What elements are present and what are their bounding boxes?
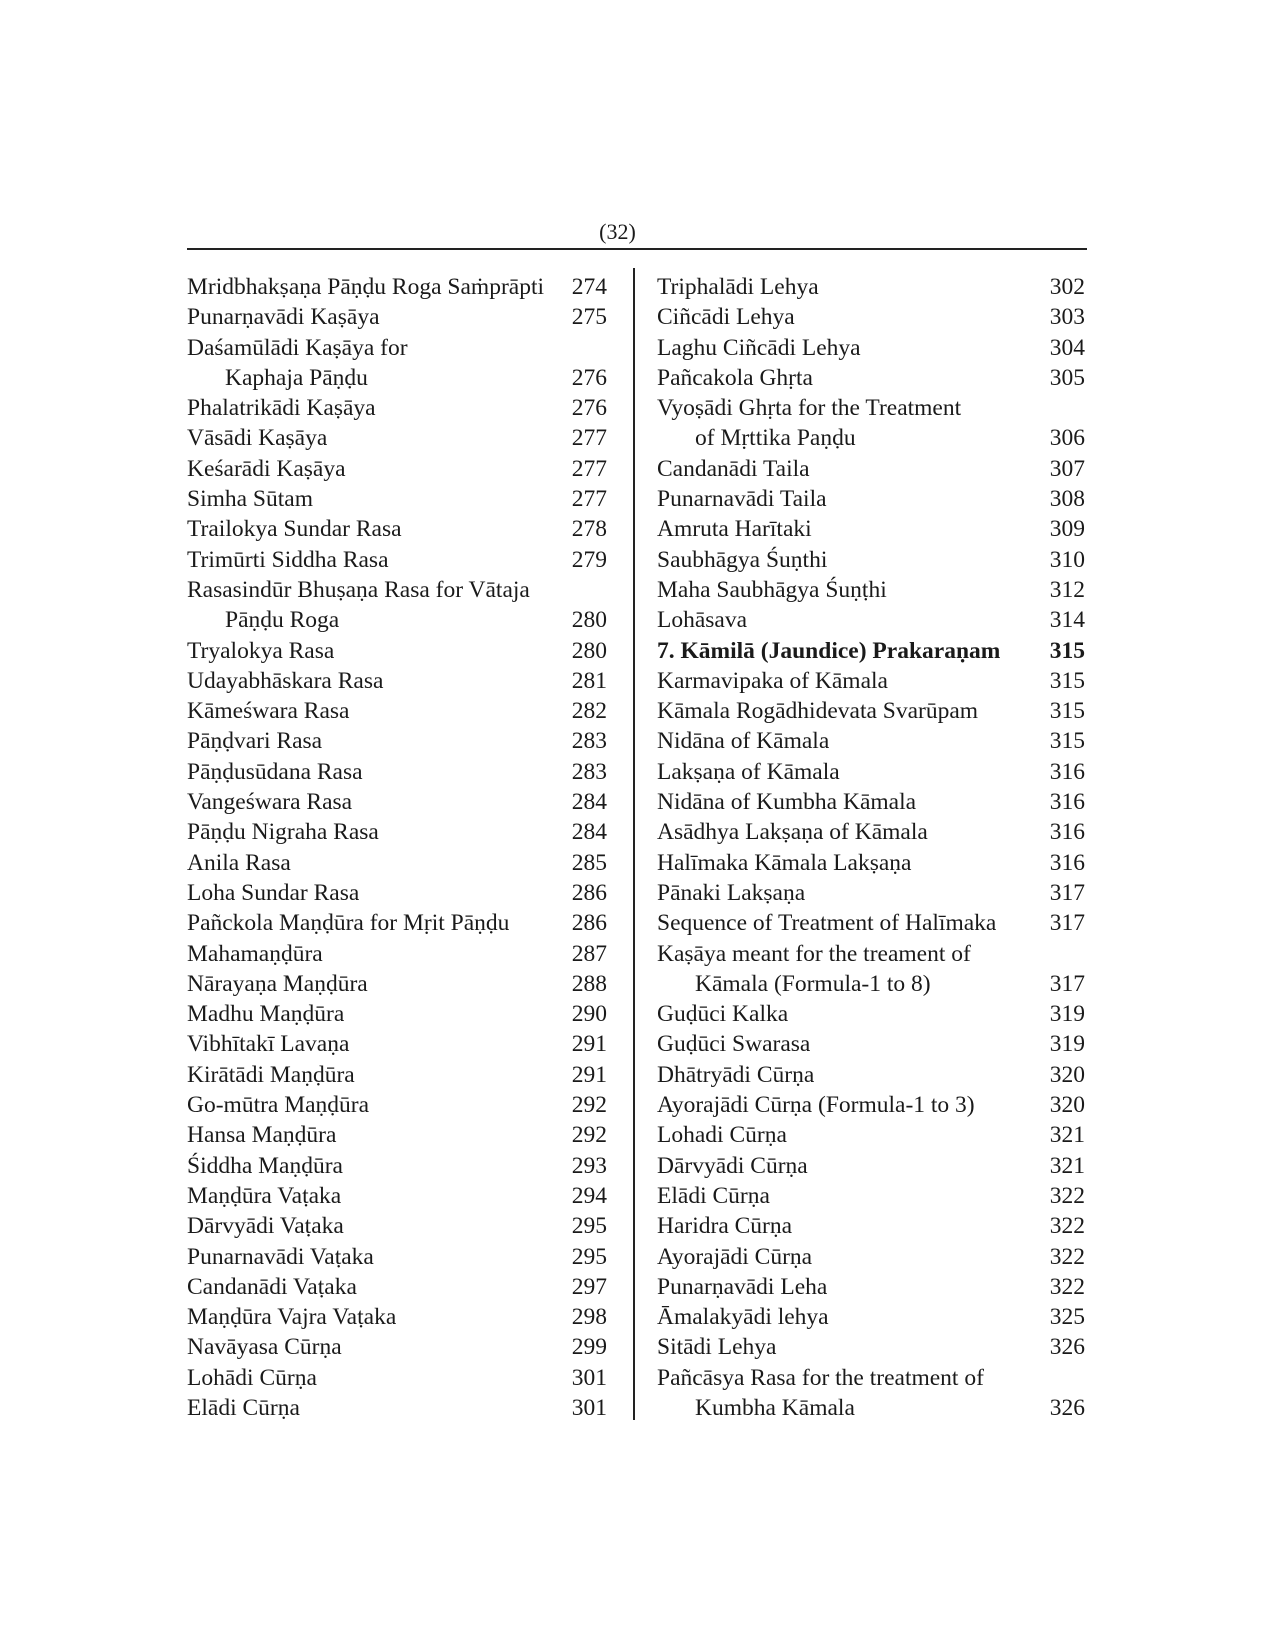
toc-entry (657, 272, 1085, 302)
toc-entry (657, 393, 1085, 423)
toc-entry (657, 1060, 1085, 1090)
toc-entry-title: Navāyasa Cūrṇa (187, 1334, 342, 1361)
toc-entry (187, 333, 607, 363)
toc-entry-page: 274 (571, 274, 607, 300)
page-number: (32) (599, 219, 636, 244)
toc-entry (187, 1181, 607, 1211)
toc-entry (657, 1120, 1085, 1150)
toc-entry-page: 283 (571, 728, 607, 755)
toc-entry-title: Kāmala Rogādhidevata Svarūpam (657, 698, 979, 725)
toc-entry-title: Ayorajādi Cūrṇa (657, 1243, 813, 1270)
toc-entry-title: Āmalakyādi lehya (657, 1304, 829, 1331)
toc-entry-title: Lohāsava (657, 607, 748, 634)
toc-entry (187, 545, 607, 575)
toc-entry (657, 1029, 1085, 1059)
toc-entry (657, 575, 1085, 605)
toc-entry-title: Candanādi Vaṭaka (187, 1273, 357, 1300)
toc-entry-title: Amruta Harītaki (657, 516, 812, 543)
toc-entry-title: Keśarādi Kaṣāya (187, 455, 346, 482)
toc-entry-title: Pañcakola Ghṛta (657, 364, 813, 391)
toc-entry (187, 454, 607, 484)
toc-entry (187, 1272, 607, 1302)
toc-entry-title: Kāmala (Formula-1 to 8) (695, 970, 931, 997)
toc-entry-page: 322 (1049, 1213, 1085, 1240)
toc-entry (657, 1242, 1085, 1272)
toc-entry-page: 292 (571, 1092, 607, 1119)
toc-entry (187, 272, 607, 302)
toc-entry-page: 326 (1049, 1394, 1085, 1421)
toc-entry (657, 848, 1085, 878)
toc-entry-title: Madhu Maṇḍūra (187, 1001, 345, 1028)
toc-entry-page: 316 (1049, 819, 1085, 846)
toc-entry-title: Punarnavādi Taila (657, 486, 827, 513)
toc-entry (657, 1272, 1085, 1302)
toc-entry-page: 277 (571, 455, 607, 482)
toc-entry-page: 317 (1049, 879, 1085, 906)
toc-entry-title: Karmavipaka of Kāmala (657, 667, 888, 694)
toc-entry-title: Ayorajādi Cūrṇa (Formula-1 to 3) (657, 1092, 975, 1119)
toc-entry-page: 320 (1049, 1061, 1085, 1088)
toc-entry (657, 1302, 1085, 1332)
toc-entry-title: Ciñcādi Lehya (657, 304, 795, 331)
toc-entry-title: Vibhītakī Lavaṇa (187, 1031, 350, 1058)
toc-entry (187, 1242, 607, 1272)
toc-entry-page: 277 (571, 425, 607, 452)
toc-entry-page: 305 (1049, 364, 1085, 391)
toc-entry-page: 282 (571, 698, 607, 725)
toc-entry-title: Kirātādi Maṇḍūra (187, 1061, 355, 1088)
toc-entry-title: Lohādi Cūrṇa (187, 1364, 317, 1391)
toc-entry-page: 278 (571, 516, 607, 543)
toc-entry (657, 666, 1085, 696)
toc-entry-title: Loha Sundar Rasa (187, 879, 360, 906)
toc-entry-title: Trailokya Sundar Rasa (187, 516, 402, 543)
toc-entry (657, 454, 1085, 484)
toc-entry (657, 333, 1085, 363)
toc-entry (187, 908, 607, 938)
toc-entry-page: 301 (571, 1394, 607, 1421)
toc-entry-page: 286 (571, 910, 607, 937)
toc-entry-page: 294 (571, 1182, 607, 1209)
toc-entry (187, 484, 607, 514)
toc-entry-page: 322 (1049, 1182, 1085, 1209)
toc-entry-page: 304 (1049, 334, 1085, 361)
toc-entry-title: Pāṇḍusūdana Rasa (187, 758, 363, 785)
toc-entry-page: 279 (571, 546, 607, 573)
header-rule (187, 248, 1087, 250)
toc-entry-page: 302 (1049, 274, 1085, 300)
toc-entry (657, 1363, 1085, 1393)
toc-entry-page: 321 (1049, 1152, 1085, 1179)
toc-entry-title: Lakṣaṇa of Kāmala (657, 758, 840, 785)
toc-entry-page: 315 (1049, 698, 1085, 725)
toc-entry (187, 363, 607, 393)
toc-entry (657, 787, 1085, 817)
toc-entry (657, 514, 1085, 544)
toc-entry-page: 299 (571, 1334, 607, 1361)
toc-entry (187, 514, 607, 544)
toc-entry (657, 423, 1085, 453)
toc-entry-title: Candanādi Taila (657, 455, 810, 482)
toc-entry-title: Elādi Cūrṇa (187, 1394, 300, 1421)
toc-entry-title: Pāṇḍvari Rasa (187, 728, 323, 755)
toc-entry (187, 1151, 607, 1181)
toc-entry (657, 1211, 1085, 1241)
toc-entry (187, 423, 607, 453)
toc-entry-title: Dhātryādi Cūrṇa (657, 1061, 815, 1088)
toc-entry-title: Sequence of Treatment of Halīmaka (657, 910, 997, 937)
toc-entry-title: Mahamaṇḍūra (187, 940, 323, 967)
toc-entry (187, 1029, 607, 1059)
toc-entry-title: Simha Sūtam (187, 486, 313, 513)
toc-entry (657, 817, 1085, 847)
toc-entry-page: 307 (1049, 455, 1085, 482)
toc-entry-title: Pānaki Lakṣaṇa (657, 879, 806, 906)
toc-entry (187, 1363, 607, 1393)
toc-entry-title: of Mṛttika Paṇḍu (695, 425, 856, 452)
toc-entry-page: 314 (1049, 607, 1085, 634)
toc-entry (187, 575, 607, 605)
toc-entry-page: 301 (571, 1364, 607, 1391)
toc-entry (657, 1181, 1085, 1211)
toc-entry-title: Maṇḍūra Vajra Vaṭaka (187, 1304, 397, 1331)
toc-entry (657, 726, 1085, 756)
toc-entry-page: 287 (571, 940, 607, 967)
toc-entry (187, 666, 607, 696)
toc-entry-page: 315 (1049, 728, 1085, 755)
toc-entry (187, 1393, 607, 1423)
toc-entry (657, 302, 1085, 332)
toc-entry (657, 757, 1085, 787)
toc-entry (657, 908, 1085, 938)
toc-entry (187, 393, 607, 423)
toc-entry-title: Tryalokya Rasa (187, 637, 335, 664)
toc-entry-title: Daśamūlādi Kaṣāya for (187, 334, 408, 361)
toc-entry-title: Trimūrti Siddha Rasa (187, 546, 389, 573)
toc-entry-page: 276 (571, 364, 607, 391)
toc-entry-title: Go-mūtra Maṇḍūra (187, 1092, 370, 1119)
toc-entry-page: 292 (571, 1122, 607, 1149)
toc-entry-page: 284 (571, 789, 607, 816)
toc-entry-page: 293 (571, 1152, 607, 1179)
toc-entry-page: 295 (571, 1213, 607, 1240)
toc-entry-page: 322 (1049, 1243, 1085, 1270)
toc-entry (187, 1120, 607, 1150)
toc-entry (187, 726, 607, 756)
toc-entry (187, 817, 607, 847)
toc-entry-page: 316 (1049, 758, 1085, 785)
toc-entry-page: 284 (571, 819, 607, 846)
toc-entry-page: 285 (571, 849, 607, 876)
toc-entry-page: 277 (571, 486, 607, 513)
toc-entry-page: 315 (1049, 637, 1085, 664)
toc-entry (187, 1060, 607, 1090)
toc-entry-page: 316 (1049, 789, 1085, 816)
toc-entry-page: 312 (1049, 576, 1085, 603)
toc-entry-title: Pañckola Maṇḍūra for Mṛit Pāṇḍu (187, 910, 510, 937)
toc-entry (657, 1090, 1085, 1120)
toc-entry-page: 317 (1049, 910, 1085, 937)
toc-entry-title: Mridbhakṣaṇa Pāṇḍu Roga Saṁprāpti (187, 274, 545, 300)
toc-entry-page: 310 (1049, 546, 1085, 573)
toc-entry-page: 325 (1049, 1304, 1085, 1331)
toc-entry (187, 1211, 607, 1241)
toc-entry-title: Kāmeśwara Rasa (187, 698, 350, 725)
toc-entry-page: 321 (1049, 1122, 1085, 1149)
toc-entry-page: 317 (1049, 970, 1085, 997)
toc-entry (657, 1332, 1085, 1362)
toc-entry-title: Śiddha Maṇḍūra (187, 1152, 343, 1179)
toc-entry (657, 999, 1085, 1029)
toc-left-column (187, 272, 607, 1423)
toc-entry-title: Guḍūci Kalka (657, 1001, 789, 1028)
toc-entry-title: Pāṇḍu Nigraha Rasa (187, 819, 379, 846)
toc-entry-title: Phalatrikādi Kaṣāya (187, 395, 376, 422)
toc-entry (187, 1302, 607, 1332)
toc-entry-title: Dārvyādi Vaṭaka (187, 1213, 344, 1240)
toc-entry-title: Punarṇavādi Kaṣāya (187, 304, 380, 331)
toc-entry (187, 787, 607, 817)
toc-entry-page: 306 (1049, 425, 1085, 452)
toc-entry (657, 484, 1085, 514)
toc-entry-title: 7. Kāmilā (Jaundice) Prakaraṇam (657, 637, 1001, 664)
toc-entry (657, 939, 1085, 969)
toc-entry-title: Triphalādi Lehya (657, 274, 819, 300)
toc-entry-title: Haridra Cūrṇa (657, 1213, 793, 1240)
toc-entry-title: Elādi Cūrṇa (657, 1182, 770, 1209)
toc-entry-title: Maha Saubhāgya Śuṇṭhi (657, 576, 887, 603)
toc-entry (187, 757, 607, 787)
toc-entry-title: Nārayaṇa Maṇḍūra (187, 970, 368, 997)
column-divider (633, 268, 635, 1420)
toc-entry (657, 696, 1085, 726)
toc-entry (187, 1090, 607, 1120)
toc-entry-page: 280 (571, 637, 607, 664)
toc-entry-page: 319 (1049, 1031, 1085, 1058)
toc-entry-title: Lohadi Cūrṇa (657, 1122, 787, 1149)
toc-entry-title: Saubhāgya Śuṇthi (657, 546, 828, 573)
toc-entry-title: Kumbha Kāmala (695, 1394, 855, 1421)
toc-entry-page: 288 (571, 970, 607, 997)
toc-entry-title: Pāṇḍu Roga (225, 607, 340, 634)
toc-entry-page: 283 (571, 758, 607, 785)
toc-entry-page: 309 (1049, 516, 1085, 543)
toc-entry-title: Kaṣāya meant for the treament of (657, 940, 971, 967)
toc-entry (657, 878, 1085, 908)
toc-entry-title: Vyoṣādi Ghṛta for the Treatment (657, 395, 962, 422)
toc-entry-page: 297 (571, 1273, 607, 1300)
toc-entry (187, 878, 607, 908)
toc-entry-page: 291 (571, 1061, 607, 1088)
toc-entry-title: Kaphaja Pāṇḍu (225, 364, 368, 391)
toc-entry (187, 605, 607, 635)
toc-entry-title: Dārvyādi Cūrṇa (657, 1152, 808, 1179)
toc-entry-title: Sitādi Lehya (657, 1334, 777, 1361)
toc-entry (187, 302, 607, 332)
toc-entry (657, 545, 1085, 575)
toc-entry-page: 281 (571, 667, 607, 694)
toc-entry-page: 326 (1049, 1334, 1085, 1361)
toc-entry-title: Nidāna of Kumbha Kāmala (657, 789, 917, 816)
toc-entry-page: 319 (1049, 1001, 1085, 1028)
toc-entry (187, 969, 607, 999)
toc-entry-title: Halīmaka Kāmala Lakṣaṇa (657, 849, 912, 876)
toc-entry (657, 1151, 1085, 1181)
toc-entry-title: Pañcāsya Rasa for the treatment of (657, 1364, 984, 1391)
toc-entry-page: 280 (571, 607, 607, 634)
toc-entry (187, 939, 607, 969)
toc-entry-title: Maṇḍūra Vaṭaka (187, 1182, 342, 1209)
toc-entry-title: Rasasindūr Bhuṣaṇa Rasa for Vātaja (187, 576, 530, 603)
toc-entry (657, 969, 1085, 999)
toc-entry-title: Punarṇavādi Leha (657, 1273, 828, 1300)
toc-entry-page: 298 (571, 1304, 607, 1331)
toc-entry-page: 320 (1049, 1092, 1085, 1119)
toc-entry (657, 1393, 1085, 1423)
toc-entry-page: 286 (571, 879, 607, 906)
toc-entry-page: 275 (571, 304, 607, 331)
toc-entry-page: 295 (571, 1243, 607, 1270)
toc-entry (187, 848, 607, 878)
toc-entry-title: Hansa Maṇḍūra (187, 1122, 337, 1149)
toc-entry-title: Punarnavādi Vaṭaka (187, 1243, 374, 1270)
toc-entry-page: 291 (571, 1031, 607, 1058)
toc-entry (187, 696, 607, 726)
toc-entry (187, 999, 607, 1029)
toc-entry-title: Vāsādi Kaṣāya (187, 425, 328, 452)
toc-entry-title: Asādhya Lakṣaṇa of Kāmala (657, 819, 928, 846)
toc-entry-title: Laghu Ciñcādi Lehya (657, 334, 861, 361)
toc-entry-title: Guḍūci Swarasa (657, 1031, 811, 1058)
toc-entry-page: 322 (1049, 1273, 1085, 1300)
toc-entry (187, 1332, 607, 1362)
toc-entry (657, 363, 1085, 393)
toc-entry-page: 303 (1049, 304, 1085, 331)
toc-entry-page: 315 (1049, 667, 1085, 694)
toc-right-column (657, 272, 1085, 1423)
toc-entry-page: 276 (571, 395, 607, 422)
toc-entry (657, 636, 1085, 666)
toc-entry-page: 308 (1049, 486, 1085, 513)
toc-entry-page: 316 (1049, 849, 1085, 876)
toc-entry-title: Udayabhāskara Rasa (187, 667, 384, 694)
toc-entry (657, 605, 1085, 635)
toc-entry-page: 290 (571, 1001, 607, 1028)
toc-entry-title: Nidāna of Kāmala (657, 728, 830, 755)
toc-entry-title: Vangeśwara Rasa (187, 789, 353, 816)
toc-entry (187, 636, 607, 666)
toc-entry-title: Anila Rasa (187, 849, 291, 876)
